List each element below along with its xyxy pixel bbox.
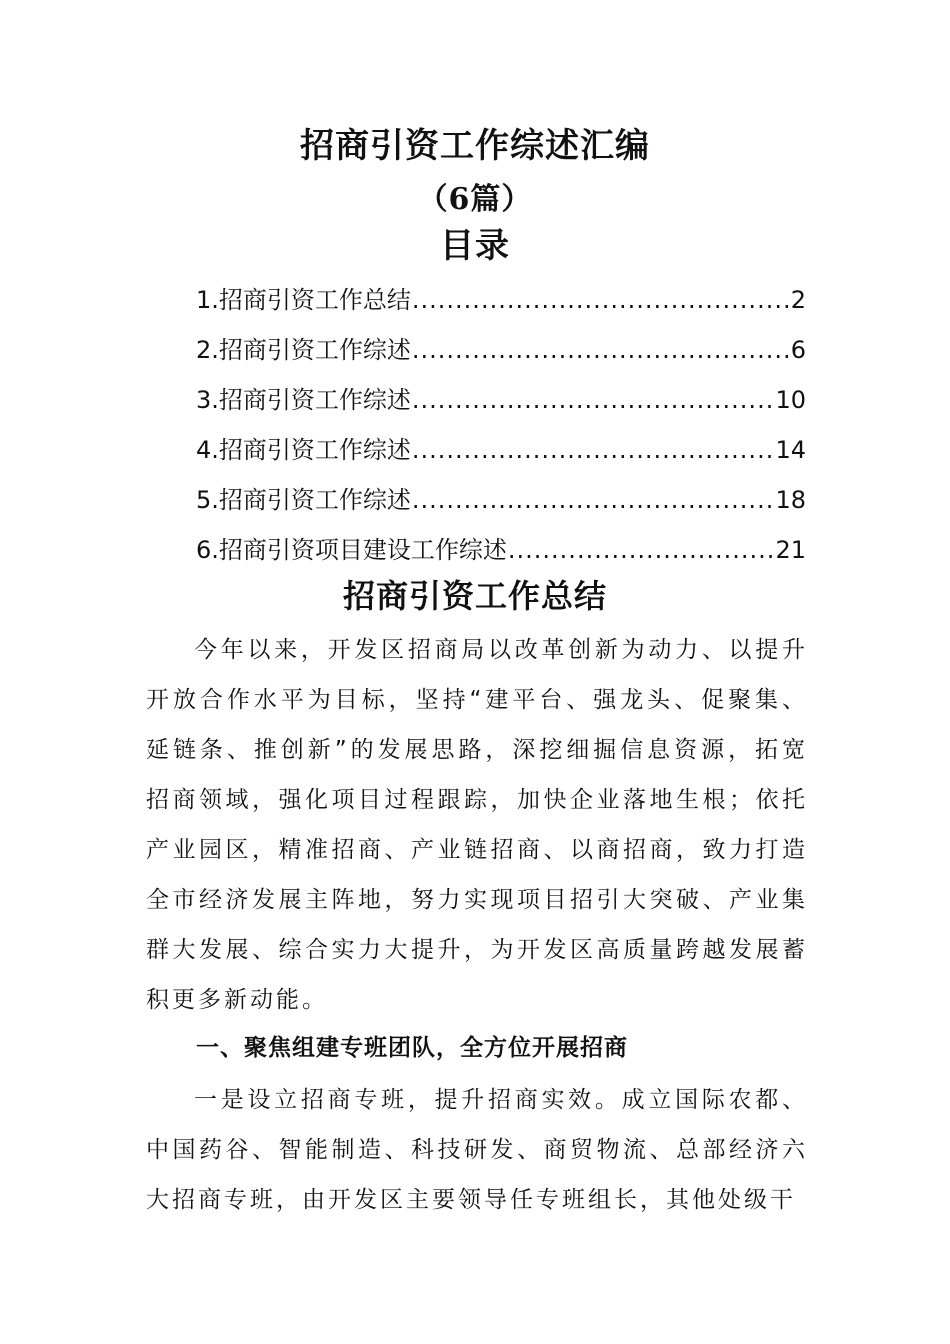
toc-entry[interactable] xyxy=(196,480,806,530)
article-paragraph-1: 一是设立招商专班，提升招商实效。成立国际农都、中国药谷、智能制造、科技研发、商贸物流、总部经济六大招商专班，由开发区主要领导任专班组长，其他处级干 xyxy=(146,1087,808,1213)
toc-entry-label: 2.招商引资工作综述 xyxy=(196,336,411,364)
toc-entry[interactable] xyxy=(196,530,806,580)
section-heading-1: 一、聚焦组建专班团队，全方位开展招商 xyxy=(196,1035,628,1061)
toc-leader-dots xyxy=(412,330,790,370)
article-title: 招商引资工作总结 xyxy=(342,577,607,615)
article-intro-paragraph: 今年以来，开发区招商局以改革创新为动力、以提升开放合作水平为目标，坚持“建平台、强龙头、促聚集、延链条、推创新”的发展思路，深挖细掘信息资源，拓宽招商领域，强化项目过程跟踪，加快企业落地生根；依托产业园区，精准招商、产业链招商、以商招商，致力打造全市经济发展主阵地，努力实现项目招引大突破、产业集群大发展、综合实力大提升，为开发区高质量跨越发展蓄积更多新动能。 xyxy=(146,637,808,1013)
toc-entry[interactable] xyxy=(196,330,806,380)
document-subtitle: （6篇） xyxy=(417,182,533,217)
toc-entry-page: 18 xyxy=(775,486,806,514)
toc-entry-label: 4.招商引资工作综述 xyxy=(196,436,411,464)
document-title: 招商引资工作综述汇编 xyxy=(300,126,650,166)
table-of-contents xyxy=(196,280,806,580)
toc-entry[interactable] xyxy=(196,280,806,330)
toc-heading: 目录 xyxy=(440,226,510,266)
toc-entry-page: 21 xyxy=(775,536,806,564)
toc-entry-page: 2 xyxy=(790,286,806,314)
toc-leader-dots xyxy=(412,480,775,520)
toc-entry[interactable] xyxy=(196,430,806,480)
toc-entry-page: 10 xyxy=(775,386,806,414)
toc-entry-label: 5.招商引资工作综述 xyxy=(196,486,411,514)
toc-entry-label: 3.招商引资工作综述 xyxy=(196,386,411,414)
toc-entry-label: 1.招商引资工作总结 xyxy=(196,286,411,314)
toc-leader-dots xyxy=(412,430,775,470)
toc-entry-label: 6.招商引资项目建设工作综述 xyxy=(196,536,507,564)
toc-entry-page: 6 xyxy=(790,336,806,364)
toc-leader-dots xyxy=(508,530,775,570)
toc-entry[interactable] xyxy=(196,380,806,430)
toc-entry-page: 14 xyxy=(775,436,806,464)
toc-leader-dots xyxy=(412,380,775,420)
toc-leader-dots xyxy=(412,280,790,320)
